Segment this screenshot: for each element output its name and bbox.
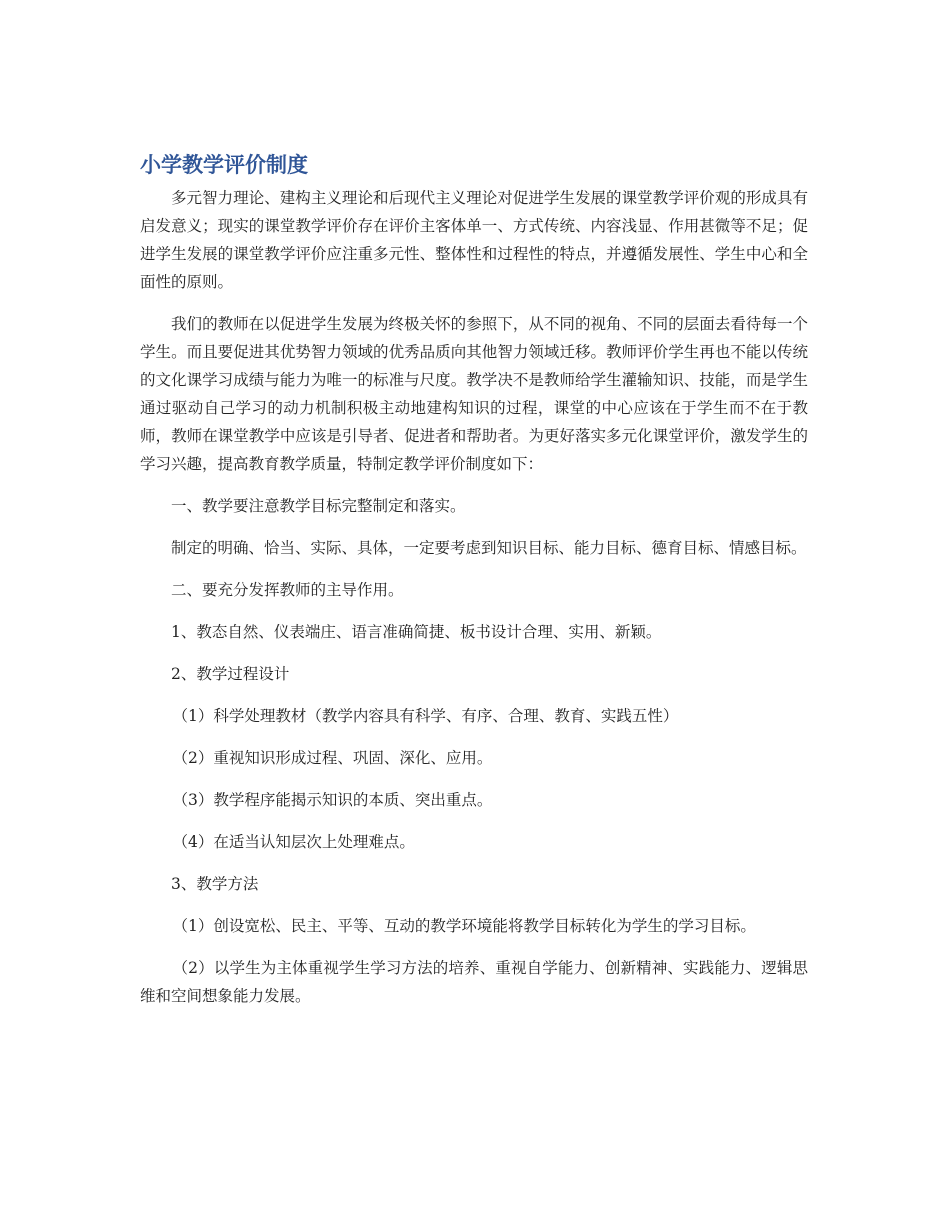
- page-title: 小学教学评价制度: [140, 153, 308, 177]
- list-item: 1、教态自然、仪表端庄、语言准确简捷、板书设计合理、实用、新颖。: [171, 623, 662, 641]
- body-paragraph: 我们的教师在以促进学生发展为终极关怀的参照下，从不同的视角、不同的层面去看待每一个学生。而且要促进其优势智力领域的优秀品质向其他智力领域迁移。教师评价学生再也不能以传统的文化课学习成绩与能力为唯一的标准与尺度。教学决不是教师给学生灌输知识、技能，而是学生通过驱动自己学习的动力机制积极主动地建构知识的过程，课堂的中心应该在于学生而不在于教师，教师在课堂教学中应该是引导者、促进者和帮助者。为更好落实多元化课堂评价，激发学生的学习兴趣，提高教育教学质量，特制定教学评价制度如下：: [140, 315, 808, 473]
- document-page: [140, 150, 808, 1024]
- sub-list-item: （1）创设宽松、民主、平等、互动的教学环境能将教学目标转化为学生的学习目标。: [172, 917, 756, 935]
- sub-list-item: （2）以学生为主体重视学生学习方法的培养、重视自学能力、创新精神、实践能力、逻辑思维和空间想象能力发展。: [140, 959, 808, 1005]
- sub-list-item: （2）重视知识形成过程、巩固、深化、应用。: [172, 749, 493, 767]
- sub-list-item: （1）科学处理教材（教学内容具有科学、有序、合理、教育、实践五性）: [172, 707, 679, 725]
- list-item: 2、教学过程设计: [171, 665, 290, 683]
- list-item: 3、教学方法: [171, 875, 259, 893]
- section-heading-2: 二、要充分发挥教师的主导作用。: [171, 581, 404, 599]
- section-1-content: 制定的明确、恰当、实际、具体，一定要考虑到知识目标、能力目标、德育目标、情感目标。: [171, 539, 807, 557]
- intro-paragraph: 多元智力理论、建构主义理论和后现代主义理论对促进学生发展的课堂教学评价观的形成具有启发意义；现实的课堂教学评价存在评价主客体单一、方式传统、内容浅显、作用甚微等不足；促进学生发展的课堂教学评价应注重多元性、整体性和过程性的特点，并遵循发展性、学生中心和全面性的原则。: [140, 189, 808, 291]
- section-heading-1: 一、教学要注意教学目标完整制定和落实。: [171, 497, 466, 515]
- sub-list-item: （4）在适当认知层次上处理难点。: [172, 833, 415, 851]
- sub-list-item: （3）教学程序能揭示知识的本质、突出重点。: [172, 791, 493, 809]
